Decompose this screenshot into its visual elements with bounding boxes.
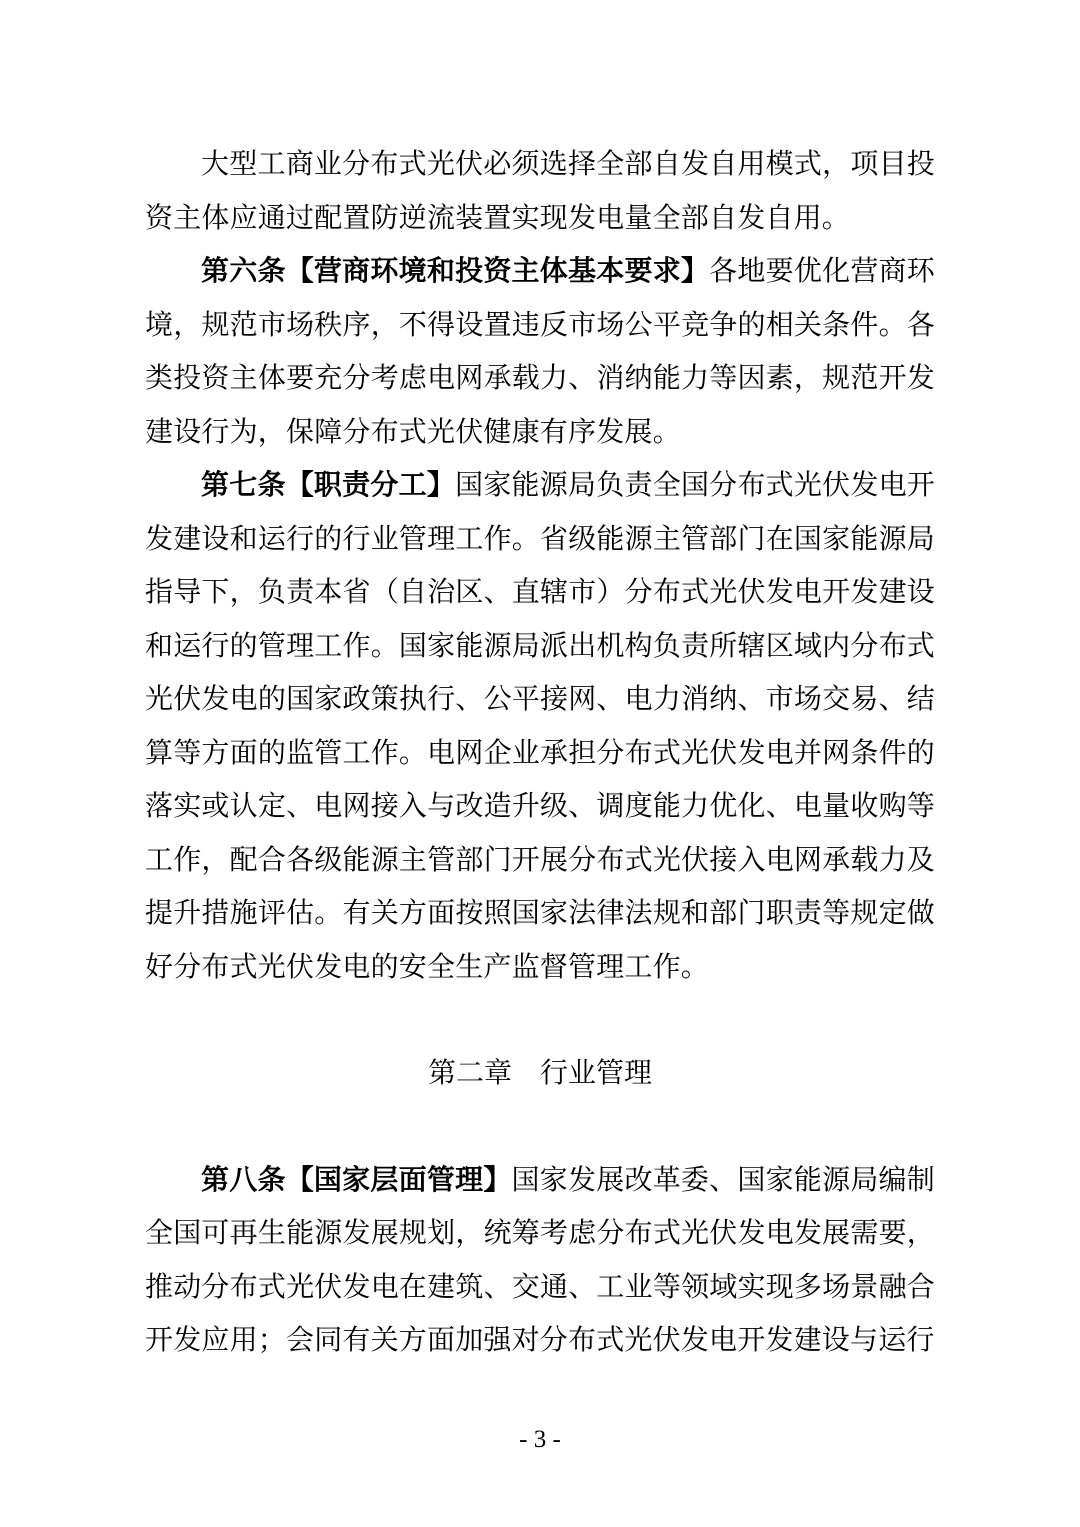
- chapter-heading: 第二章 行业管理: [427, 1058, 652, 1089]
- article-6-text: 各地要优化营商环境，规范市场秩序，不得设置违反市场公平竞争的相关条件。各类投资主体要充分考虑电网承载力、消纳能力等因素，规范开发建设行为，保障分布式光伏健康有序发展。: [145, 256, 935, 448]
- paragraph-article-6: [145, 245, 935, 459]
- paragraph-text: 大型工商业分布式光伏必须选择全部自发自用模式，项目投资主体应通过配置防逆流装置实现发电量全部自发自用。: [145, 149, 935, 234]
- article-8-lead: 第八条【国家层面管理】: [201, 1164, 512, 1196]
- paragraph: [145, 138, 935, 245]
- article-6-lead: 第六条【营商环境和投资主体基本要求】: [201, 256, 710, 287]
- article-7-lead: 第七条【职责分工】: [201, 470, 456, 501]
- article-7-text: 国家能源局负责全国分布式光伏发电开发建设和运行的行业管理工作。省级能源主管部门在国家能源局指导下，负责本省（自治区、直辖市）分布式光伏发电开发建设和运行的管理工作。国家能源局派出机构负责所辖区域内分布式光伏发电的国家政策执行、公平接网、电力消纳、市场交易、结算等方面的监管工作。电网企业承担分布式光伏发电并网条件的落实或认定、电网接入与改造升级、调度能力优化、电量收购等工作，配合各级能源主管部门开展分布式光伏接入电网承载力及提升措施评估。有关方面按照国家法律法规和部门职责等规定做好分布式光伏发电的安全生产监督管理工作。: [145, 470, 935, 983]
- document-body: [145, 138, 935, 1368]
- page-number: - 3 -: [519, 1426, 561, 1453]
- paragraph-article-8: [145, 1154, 935, 1368]
- article-8-text: 国家发展改革委、国家能源局编制全国可再生能源发展规划，统筹考虑分布式光伏发电发展需要，推动分布式光伏发电在建筑、交通、工业等领域实现多场景融合开发应用；会同有关方面加强对分布式光伏发电开发建设与运行: [145, 1164, 935, 1356]
- paragraph-article-7: [145, 459, 935, 994]
